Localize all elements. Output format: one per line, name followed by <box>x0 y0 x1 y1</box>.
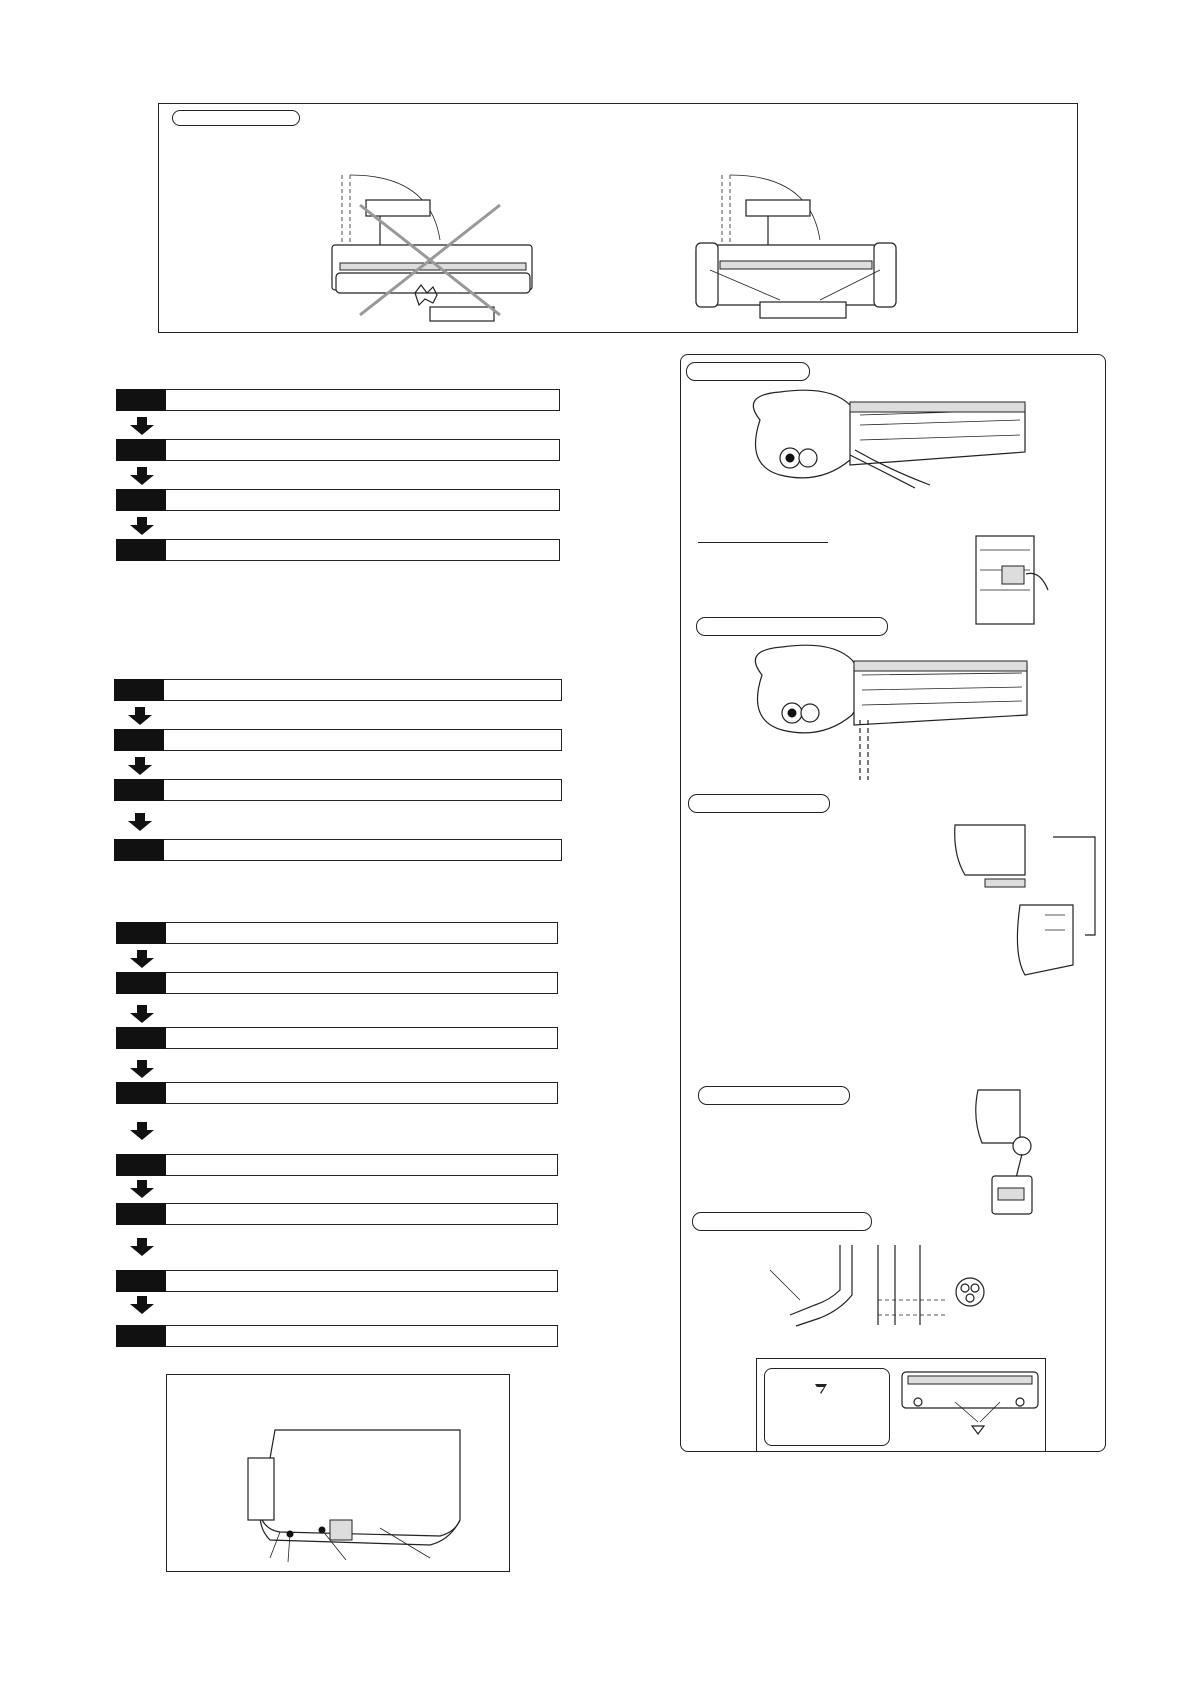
flow-a-step-3 <box>116 489 560 511</box>
wrong-label-box <box>366 200 430 216</box>
right-section-heading-3 <box>688 794 830 813</box>
flow-b-step-4 <box>114 839 562 861</box>
top-panel-tab <box>172 110 300 126</box>
flow-c-step-1 <box>116 922 558 944</box>
flow-c-step-4 <box>116 1082 558 1104</box>
flow-a-step-2 <box>116 439 560 461</box>
flow-b-step-1 <box>114 679 562 701</box>
triangle-mark-icon <box>816 1387 824 1393</box>
flow-c-step-3 <box>116 1027 558 1049</box>
top-illustration-panel <box>158 103 1078 333</box>
unit-rear-figure-2 <box>742 645 1042 785</box>
flow-a-step-4 <box>116 539 560 561</box>
right-underline-heading <box>698 540 828 543</box>
flow-c-step-6 <box>116 1203 558 1225</box>
mark-location-inner <box>764 1368 890 1446</box>
correct-example-figure <box>690 165 910 325</box>
flow-c-step-7 <box>116 1270 558 1292</box>
flow-b-step-2 <box>114 729 562 751</box>
flow-c-step-5 <box>116 1154 558 1176</box>
pipe-bend-figure <box>760 1240 1010 1340</box>
wrong-example-figure <box>320 165 540 325</box>
unit-side-figure <box>970 530 1050 630</box>
right-section-heading-1 <box>686 362 810 381</box>
right-section-heading-5 <box>692 1212 872 1231</box>
unit-rear-figure-1 <box>740 390 1040 500</box>
flow-c-step-2 <box>116 972 558 994</box>
right-section-heading-4 <box>698 1086 850 1105</box>
unit-front-mark-figure <box>900 1370 1040 1450</box>
right-section-heading-2 <box>696 617 888 636</box>
flow-c-step-8 <box>116 1325 558 1347</box>
drain-figure <box>945 815 1105 995</box>
flow-a-step-1 <box>116 389 560 411</box>
flow-b-step-3 <box>114 779 562 801</box>
hose-connection-figure <box>970 1088 1050 1218</box>
wrong-bottom-label <box>430 307 494 321</box>
unit-underside-figure <box>230 1420 490 1570</box>
